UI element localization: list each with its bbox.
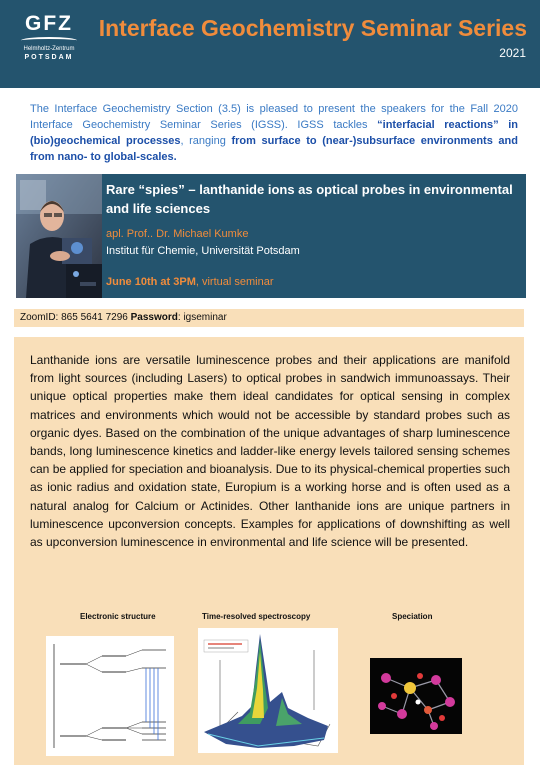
logo-subtitle: Helmholtz-Zentrum: [23, 46, 75, 52]
zoom-password[interactable]: : igseminar: [177, 312, 227, 323]
talk-date: June 10th at 3PM: [106, 276, 196, 288]
talk-format: , virtual seminar: [195, 276, 274, 288]
logo-city: POTSDAM: [24, 54, 74, 61]
logo-arc: [21, 37, 77, 44]
figure-spectroscopy-surface: [198, 628, 338, 753]
figure-label-time-resolved-spectroscopy: Time-resolved spectroscopy: [202, 612, 311, 621]
logo-wordmark: GFZ: [25, 12, 73, 35]
speaker-name: apl. Prof.. Dr. Michael Kumke: [106, 228, 249, 240]
gfz-logo[interactable]: [14, 13, 84, 62]
series-year: 2021: [499, 46, 526, 60]
talk-datetime: [106, 276, 274, 288]
intro-highlight-1: “interfacial reactions” in (bio)geochemical processes: [30, 119, 518, 147]
header-banner: [0, 0, 540, 88]
figure-crystal-structure: [370, 658, 462, 734]
zoom-password-label: Password: [130, 312, 178, 323]
abstract-panel: [14, 337, 524, 765]
talk-title: Rare “spies” – lanthanide ions as optical probes in environmental and life sciences: [106, 182, 513, 216]
intro-paragraph: [30, 101, 518, 165]
zoom-id-label: ZoomID:: [20, 312, 62, 323]
zoom-info-bar: [14, 309, 524, 327]
series-title: Interface Geochemistry Seminar Series: [98, 15, 527, 41]
figure-label-electronic-structure: Electronic structure: [80, 612, 156, 621]
speaker-panel: [16, 174, 526, 298]
zoom-id[interactable]: 865 5641 7296: [61, 312, 128, 323]
speaker-photo: [16, 174, 102, 298]
figure-label-speciation: Speciation: [392, 612, 433, 621]
intro-text-2: , ranging: [180, 135, 232, 147]
figure-energy-level-diagram: [46, 636, 174, 756]
speaker-institution: Institut für Chemie, Universität Potsdam: [106, 245, 300, 257]
intro-highlight-2: from surface to (near-)subsurface environments and from nano- to global-scales.: [30, 135, 518, 163]
intro-text-1: The Interface Geochemistry Section (3.5) is pleased to present the speakers for the Fall 2020 Interface Geochemistry Seminar Series (IGSS). IGSS tackles: [30, 103, 518, 131]
abstract-text: Lanthanide ions are versatile luminescence probes and their applications are manifold from light sources (including Lasers) to optical probes in sandwich immunoassays. Their unique optical properties make them ideal candidates for optical sensing in complex matrices and environments which would not be accessible by standard probes such as organic dyes. Based on the combination of the unique advantages of sharp luminescence bands, long luminescence kinetics and ladder-like energy levels tailored sensing schemes can be applied for speciation and bioanalysis. Due to its physical-chemical properties such as ionic radius and oxidation state, Europium is a working horse and is often used as a natural analog for Calcium or Actinides. Other lanthanide ions are unique partners in luminescence upconversion concepts. Examples for applications of downshifting as well as upconversion luminescence in environmental and life science will be presented.: [30, 353, 510, 550]
